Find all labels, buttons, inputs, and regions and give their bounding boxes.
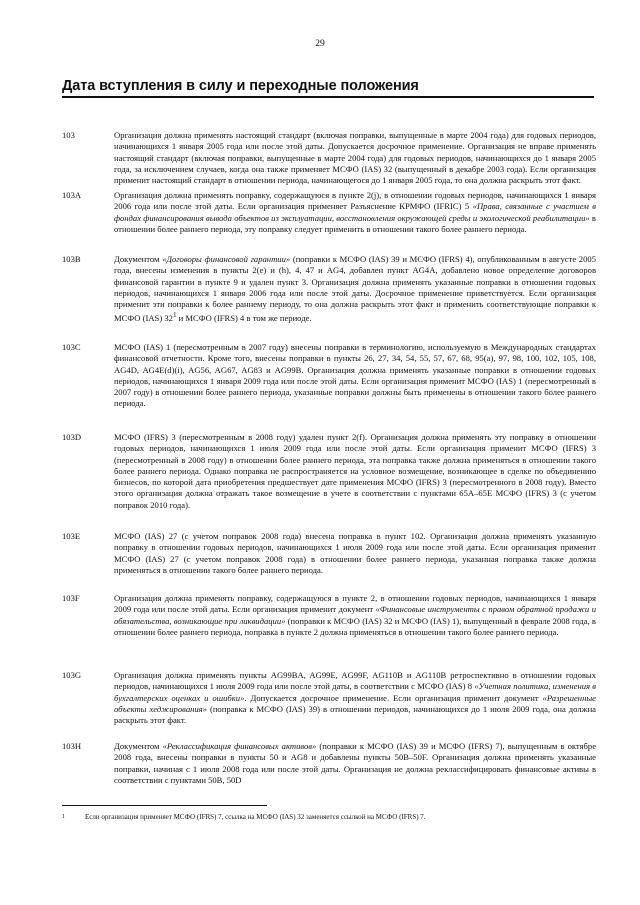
- footnote-text: Если организация применяет МСФО (IFRS) 7, ссылка на МСФО (IAS) 32 заменяется ссылкой на МСФО (IFRS) 7.: [85, 813, 426, 821]
- text-run: Организация должна применять пункты AG99BA, AG99E, AG99F, AG110B и AG110B ретроспективно в отношении годовых периодов, начинающихся 1 июля 2009 года или после этой даты, в соответствии с МСФО (IAS) 8: [114, 670, 596, 692]
- paragraph-text: [114, 670, 596, 726]
- text-run: (поправки к МСФО (IAS) 39 и МСФО (IFRS) 4), опубликованным в августе 2005 года, внесены изменения в пункты 2(e) и (h), 4, 47 и AG4, добавлен пункт AG4A, добавлено новое определение договоров финансовой гарантии в пункте 9 и удален пункт 3. Организация должна применять указанные поправки в отношении годовых периодов, начинающихся 1 января 2006 года или после этой даты. Досрочное применение приветствуется. Если организация применит эти поправки к более раннему периоду, то она должна раскрыть этот факт и применить соответствующие поправки к МСФО (IAS) 32: [114, 254, 596, 324]
- paragraph-number: 103C: [62, 342, 81, 352]
- paragraph-number: 103A: [62, 190, 82, 200]
- paragraph-text: [114, 342, 596, 410]
- paragraph-number: 103D: [62, 432, 82, 442]
- paragraph-103g: [62, 670, 596, 726]
- paragraph-103d: [62, 432, 596, 511]
- footnote: [62, 813, 596, 822]
- document-title: «Учетная политика, изменения в бухгалтерских оценках и ошибки»: [114, 681, 596, 703]
- text-run: Документом: [114, 741, 163, 751]
- paragraph-103e: [62, 531, 596, 576]
- text-run: (поправки к МСФО (IAS) 32 и МСФО (IAS) 1), выпущенный в феврале 2008 года, в отношении более раннего периода, поправка в пункте 2 должна применяться в отношении такого более раннего периода.: [114, 615, 596, 637]
- text-run: и МСФО (IFRS) 4 в том же периоде.: [176, 313, 312, 324]
- paragraph-text: [114, 254, 596, 325]
- document-title: «Финансовые инструменты с правом обратной продажи и обязательства, возникающие при ликвидации»: [114, 604, 596, 626]
- paragraph-103f: [62, 593, 596, 638]
- text-run: МСФО (IAS) 1 (пересмотренным в 2007 году) внесены поправки в терминологию, используемую в Международных стандартах финансовой отчетности. Кроме того, внесены поправки в пункты 26, 27, 34, 54, 55, 57, 67, 68, 95(a), 97, 98, 100, 102, 105, 108, AG4D, AG4E(d)(i), AG56, AG67, AG83 и AG99B. Организация должна применять указанные поправки в отношении годовых периодов, начинающихся 1 января 2009 года или после этой даты. Если организация применит МСФО (IAS) 1 (пересмотренный в 2007 году) в отношении более раннего периода, указанные поправки должны быть применены в отношении такого более раннего периода.: [114, 342, 596, 409]
- document-title: «Договоры финансовой гарантии»: [162, 254, 291, 264]
- document-title: «Реклассификация финансовых активов»: [162, 741, 317, 751]
- document-title: «Разрешенные объекты хеджирования»: [114, 692, 596, 714]
- paragraph-103h: [62, 741, 596, 786]
- paragraph-text: [114, 190, 596, 235]
- text-run: . Допускается досрочное применение. Если организация применит документ: [244, 692, 543, 703]
- text-run: (поправка к МСФО (IAS) 39) в отношении периодов, начинающихся до 1 июля 2009 года, она должна раскрыть этот факт.: [114, 703, 596, 726]
- paragraph-103a: [62, 190, 596, 235]
- text-run: в отношении более раннего периода, эту поправку следует применить в отношении такого более раннего периода.: [114, 212, 596, 234]
- page-number: 29: [315, 39, 325, 49]
- paragraph-number: 103E: [62, 531, 81, 541]
- footnote-mark: 1: [62, 814, 65, 820]
- heading-underline: [62, 96, 594, 98]
- paragraph-text: [114, 593, 596, 638]
- text-run: Организация должна применять поправку, содержащуюся в пункте 2(j), в отношении годовых периодов, начинающихся 1 января 2006 года или после этой даты. Если организация применяет Разъяснение КРМФО (IFRIC) 5: [114, 190, 596, 212]
- paragraph-number: 103H: [62, 741, 82, 751]
- paragraph-103: [62, 130, 596, 186]
- paragraph-number: 103B: [62, 254, 81, 264]
- footnote-reference: 1: [172, 311, 177, 320]
- text-run: МСФО (IFRS) 3 (пересмотренным в 2008 году) удален пункт 2(f). Организация должна применять эту поправку в отношении годовых периодов, начинающихся 1 июля 2009 года или после этой даты. Если организация применит МСФО (IFRS) 3 (пересмотренный в 2008 году) в отношении более раннего периода, эта поправка также должна применяться в отношении такого более раннего периода. Однако поправка не распространяется на условное возмещение, возникающее в сделке по объединению бизнесов, по которой дата приобретения предшествует дате применения МСФО (IFRS) 3 (пересмотренного в 2008 году). Вместо этого организация должна отражать такое возмещение в учете в соответствии с пунктами 65A–65E МСФО (IFRS) 3 (с учетом поправок 2010 года).: [114, 432, 596, 510]
- footnote-separator: [62, 805, 267, 806]
- text-run: Организация должна применять настоящий стандарт (включая поправки, выпущенные в марте 2004 года) для годовых периодов, начинающихся 1 января 2005 года или после этой даты. Допускается досрочное применение. Организация не вправе применять настоящий стандарт (включая поправки, выпущенные в марте 2004 года) для годовых периодов, начинающихся до 1 января 2005 года, за исключением случаев, когда она также применяет МСФО (IAS) 32 (выпущенный в декабре 2003 года). Если организация применит настоящий стандарт в отношении периода, начинающегося до 1 января 2005 года, то она должна раскрыть этот факт.: [114, 130, 596, 186]
- paragraph-number: 103G: [62, 670, 82, 680]
- paragraph-text: [114, 130, 596, 186]
- paragraph-text: [114, 432, 596, 511]
- paragraph-text: [114, 531, 596, 576]
- paragraph-text: [114, 741, 596, 786]
- paragraph-number: 103F: [62, 593, 80, 603]
- text-run: Организация должна применять поправку, содержащуюся в пункте 2, в отношении годовых периодов, начинающихся 1 января 2009 года или после этой даты. Если организация применит документ: [114, 593, 596, 615]
- paragraph-103c: [62, 342, 596, 410]
- document-title: «Права, связанные с участием в фондах финансирования вывода объектов из эксплуатации, восстановления окружающей среды и экологической реабилитации»: [114, 201, 596, 223]
- paragraph-103b: [62, 254, 596, 325]
- text-run: МСФО (IAS) 27 (с учетом поправок 2008 года) внесена поправка в пункт 102. Организация должна применять указанную поправку в отношении годовых периодов, начинающихся 1 июля 2009 года или после этой даты. Если организация применит МСФО (IAS) 27 (с учетом поправок 2008 года) в отношении более раннего периода, указанная поправка также должна применяться в отношении такого более раннего периода.: [114, 531, 596, 575]
- section-heading: Дата вступления в силу и переходные положения: [62, 78, 419, 94]
- text-run: (поправки к МСФО (IAS) 39 и МСФО (IFRS) 7), выпущенным в октябре 2008 года, внесены поправки в пункты 50 и AG8 и добавлены пункты 50B–50F. Организация должна применять указанные поправки, начиная с 1 июля 2008 года или после этой даты. Организация не должна реклассифицировать финансовые активы в соответствии с пунктами 50B, 50D: [114, 741, 597, 785]
- text-run: Документом: [114, 254, 163, 264]
- paragraph-number: 103: [62, 130, 75, 140]
